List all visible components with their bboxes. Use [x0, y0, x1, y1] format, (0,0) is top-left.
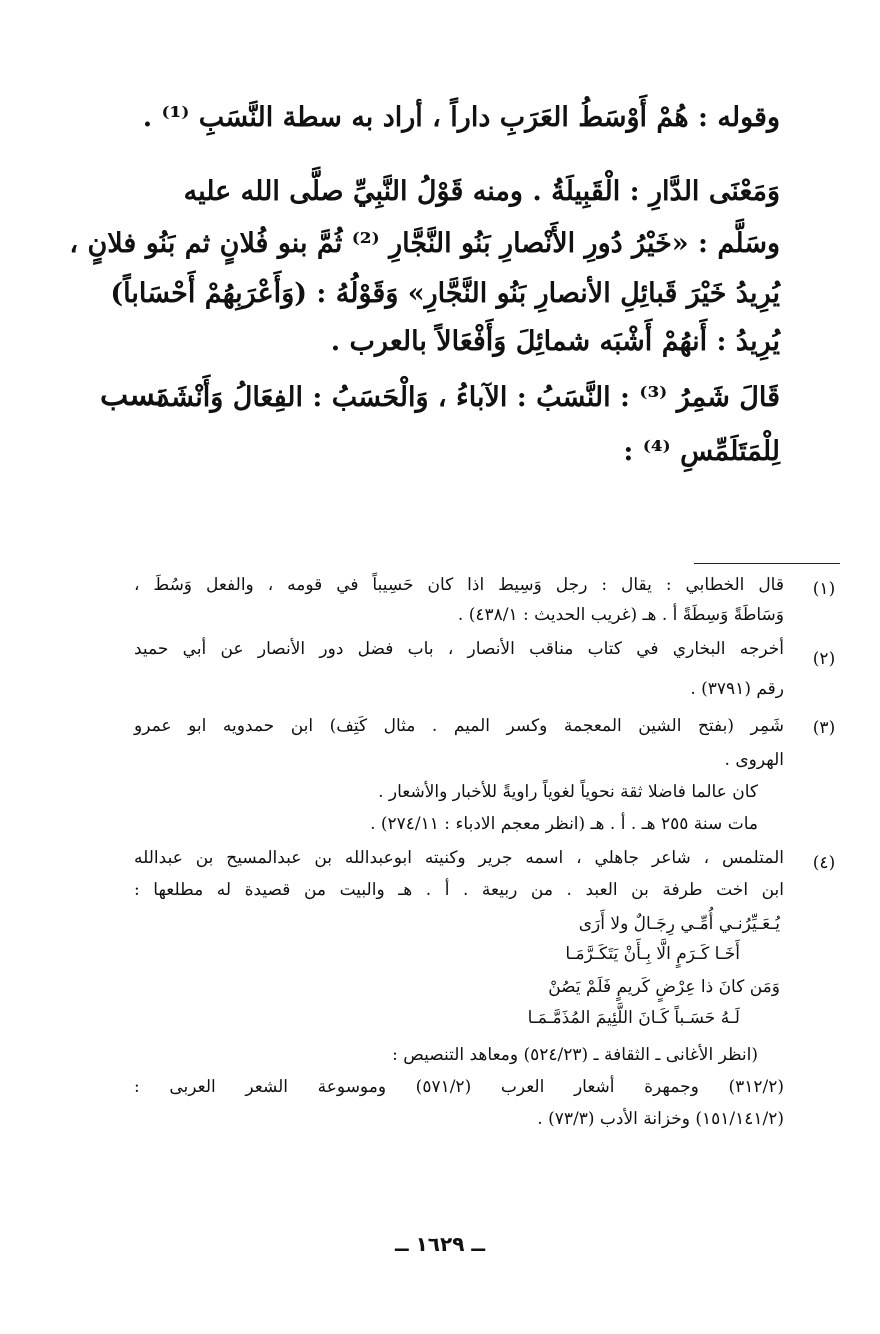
main-line-7: لِلْمَتَلَمِّسِ ⁽⁴⁾ : [623, 436, 780, 467]
footnote-4-line-1: المتلمس ، شاعر جاهلي ، اسمه جرير وكنيته ابوعبدالله بن عبدالمسيح بن عبدالله [134, 848, 784, 868]
verse-line-4: لَـهُ حَسَـباً كَـانَ اللَّئِيمَ المُذَمَّـمَـا [527, 1008, 740, 1028]
footnote-separator [694, 563, 840, 564]
footnote-2-line-1: أخرجه البخاري في كتاب مناقب الأنصار ، باب فضل دور الأنصار عن أبي حميد [134, 639, 784, 659]
footnote-4-line-4: (٣١٢/٢) وجمهرة أشعار العرب (٥٧١/٢) وموسوعة الشعر العربى : [134, 1077, 784, 1097]
main-line-4: يُرِيدُ خَيْرَ قَبائِلِ الأنصارِ بَنُو النَّجَّارِ» وَقَوْلُهُ : (وَأَعْرَبِهُمْ أَحْسَاباً) [110, 278, 780, 309]
footnote-3-line-1: شَمِر (بفتح الشين المعجمة وكسر الميم . مثال كَتِف) ابن حمدويه ابو عمرو [134, 716, 784, 736]
main-line-5: يُرِيدُ : أَنهُمْ أَشْبَه شمائِلَ وَأَفْعَالاً بالعرب . [330, 326, 780, 357]
margin-note: نسب [100, 378, 165, 413]
footnote-number-1: (١) [812, 579, 836, 599]
footnote-3-line-2: الهروى . [724, 750, 784, 770]
footnote-3-line-4: مات سنة ٢٥٥ هـ . أ . هـ (انظر معجم الادباء : ٢٧٤/١١) . [370, 814, 758, 834]
main-line-1: وقوله : هُمْ أَوْسَطُ العَرَبِ داراً ، أراد به سطة النَّسَبِ ⁽¹⁾ . [142, 102, 780, 133]
footnote-number-3: (٣) [812, 718, 836, 738]
main-line-2: وَمَعْنَى الدَّارِ : الْقَبِيلَةُ . ومنه قَوْلُ النَّبِيِّ صلَّى الله عليه [183, 176, 780, 207]
footnote-number-2: (٢) [812, 649, 836, 669]
verse-line-2: أَخَـا كَـرَمٍ الَّا بِـأَنْ يَتَكَـرَّمَـا [565, 944, 740, 964]
main-line-6: قَالَ شَمِرُ ⁽³⁾ : النَّسَبُ : الآباءُ ، وَالْحَسَبُ : الفِعَالُ وَأَنْشَدَ [157, 382, 780, 413]
footnote-2-line-2: رقم (٣٧٩١) . [690, 679, 784, 699]
footnote-4-line-5: (١٥١/١٤١/٢) وخزانة الأدب (٧٣/٣) . [537, 1109, 784, 1129]
verse-line-1: يُـعَـيِّرُنـي أُمِّـي رِجَـالٌ ولا أَرَى [578, 914, 780, 934]
footnote-1-line-1: قال الخطابي : يقال : رجل وَسِيط اذا كان حَسِيباً في قومه ، والفعل وَسُطَ ، [134, 575, 784, 595]
footnote-3-line-3: كان عالما فاضلا ثقة نحوياً لغوياً راويةً للأخبار والأشعار . [378, 782, 758, 802]
footnote-4-line-3: (انظر الأغانى ـ الثقافة ـ (٥٢٤/٢٣) ومعاهد التنصيص : [392, 1045, 758, 1065]
footnote-number-4: (٤) [812, 853, 836, 873]
main-line-3: وسَلَّم : «خَيْرُ دُورِ الأَنْصارِ بَنُو النَّجَّارِ ⁽²⁾ ثُمَّ بنو فُلانٍ ثم بَنُو فلانٍ ، [69, 228, 780, 259]
verse-line-3: وَمَن كانَ ذا عِرْضٍ كَريمٍ فَلَمْ يَصُنْ [548, 977, 780, 997]
footnote-1-line-2: وَسَاطَةً وَسِطَةً أ . هـ (غريب الحديث : ٤٣٨/١) . [457, 605, 784, 625]
page-number: ــ ١٦٢٩ ــ [394, 1232, 486, 1256]
footnote-4-line-2: ابن اخت طرفة بن العبد . من ربيعة . أ . هـ والبيت من قصيدة له مطلعها : [134, 880, 784, 900]
